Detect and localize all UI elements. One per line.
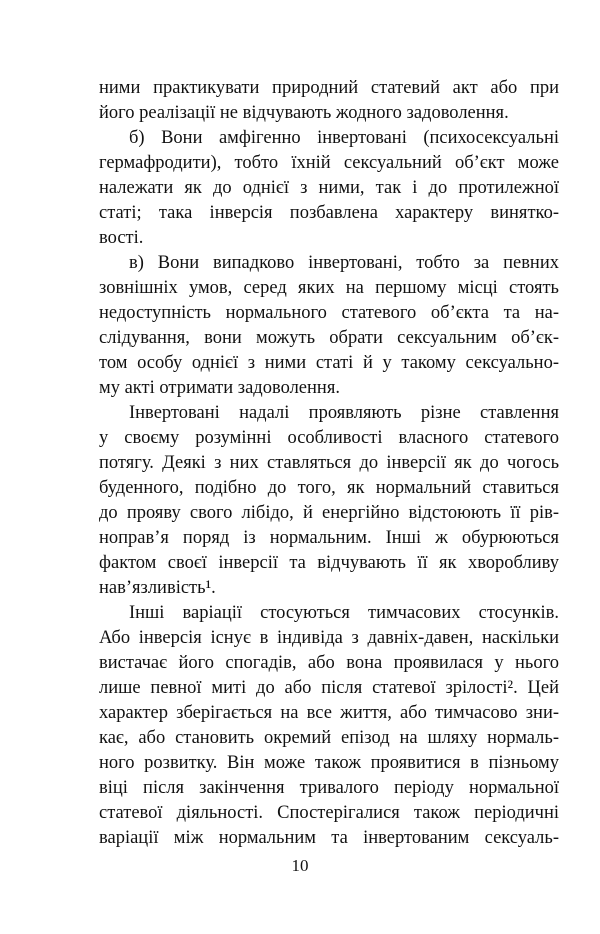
text-block	[99, 76, 559, 851]
text-line: потягу. Деякі з них ставляться до інверсії як до чогось	[99, 453, 559, 473]
text-line: том особу однієї з ними статі й у такому сексуально-	[99, 353, 559, 373]
paragraph	[99, 126, 559, 251]
text-line: віці після закінчення тривалого періоду нормальної	[99, 778, 559, 798]
page-number: 10	[291, 856, 309, 875]
text-line: належати як до однієї з ними, так і до протилежної	[99, 178, 559, 198]
text-line: у своєму розумінні особливості власного статевого	[99, 428, 559, 448]
paragraph	[99, 76, 559, 126]
text-line: буденного, подібно до того, як нормальний ставиться	[99, 478, 559, 498]
text-line: кає, або становить окремий епізод на шляху нормаль-	[99, 728, 559, 748]
text-line: статі; така інверсія позбавлена характеру винятко-	[99, 203, 559, 223]
text-line: варіації між нормальним та інвертованим сексуаль-	[99, 828, 559, 848]
text-line: його реалізації не відчувають жодного задоволення.	[99, 103, 509, 123]
text-line: фактом своєї інверсії та відчувають її як хворобливу	[99, 553, 559, 573]
text-line: гермафродити), тобто їхній сексуальний об’єкт може	[99, 153, 559, 173]
text-line: нав’язливість¹.	[99, 578, 216, 598]
text-line: до прояву свого лібідо, й енергійно відстоюють її рів-	[99, 503, 559, 523]
text-line: вості.	[99, 228, 144, 248]
text-line: б) Вони амфігенно інвертовані (психосексуальні	[129, 128, 559, 148]
text-line: Або інверсія існує в індивіда з давніх-давен, наскільки	[99, 628, 559, 648]
paragraph	[99, 251, 559, 401]
text-line: статевої діяльності. Спостерігалися також періодичні	[99, 803, 559, 823]
text-line: му акті отримати задоволення.	[99, 378, 340, 398]
text-line: зовнішніх умов, серед яких на першому місці стоять	[99, 278, 559, 298]
text-line: ного розвитку. Він може також проявитися в пізньому	[99, 753, 559, 773]
text-line: ними практикувати природний статевий акт або при	[99, 78, 559, 98]
text-line: характер зберігається на все життя, або тимчасово зни-	[99, 703, 559, 723]
text-line: вистачає його спогадів, або вона проявилася у нього	[99, 653, 559, 673]
text-line: недоступність нормального статевого об’єкта та на-	[99, 303, 559, 323]
text-line: в) Вони випадково інвертовані, тобто за певних	[129, 253, 559, 273]
text-line: Інші варіації стосуються тимчасових стосунків.	[129, 603, 559, 623]
text-line: ноправ’я поряд із нормальним. Інші ж обурюються	[99, 528, 559, 548]
text-line: Інвертовані надалі проявляють різне ставлення	[129, 403, 559, 423]
text-line: лише певної миті до або після статевої зрілості². Цей	[99, 678, 559, 698]
text-line: слідування, вони можуть обрати сексуальним об’єк-	[99, 328, 559, 348]
paragraph	[99, 601, 559, 851]
paragraph	[99, 401, 559, 601]
